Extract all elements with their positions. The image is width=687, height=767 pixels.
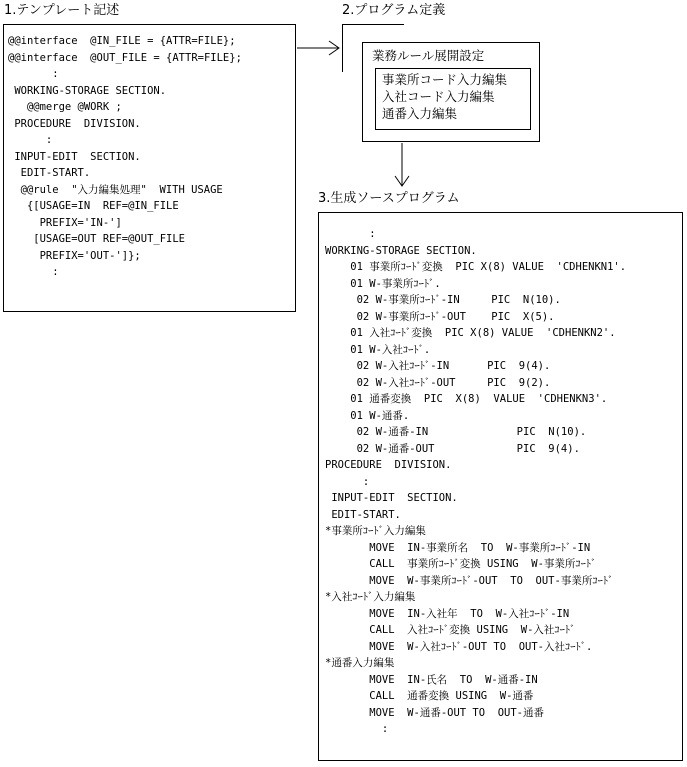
generated-code <box>325 226 682 738</box>
source-code-line: : <box>325 723 389 735</box>
source-code-line: : <box>325 475 370 488</box>
source-code-line: *事業所ｺｰﾄﾞ入力編集 <box>325 525 426 537</box>
source-code-line: 02 W-入社ｺｰﾄﾞ-IN PIC 9(4). <box>325 360 551 372</box>
rule-item: 通番入力編集 <box>382 106 458 121</box>
source-code-line: MOVE W-入社ｺｰﾄﾞ-OUT TO OUT-入社ｺｰﾄﾞ. <box>325 640 593 653</box>
source-code-line: EDIT-START. <box>325 508 401 521</box>
source-code-line: MOVE IN-事業所名 TO W-事業所ｺｰﾄﾞ-IN <box>325 541 591 554</box>
template-code-line: : <box>8 134 53 146</box>
template-code-line: WORKING-STORAGE SECTION. <box>8 84 167 97</box>
program-section-title: 2.プログラム定義 <box>342 3 446 18</box>
source-code-line: 02 W-事業所ｺｰﾄﾞ-IN PIC N(10). <box>325 294 561 306</box>
template-code-line: @@interface @OUT_FILE = {ATTR=FILE}; <box>8 51 242 64</box>
source-code-line: MOVE W-事業所ｺｰﾄﾞ-OUT TO OUT-事業所ｺｰﾄﾞ <box>325 574 614 587</box>
business-rule-list <box>375 68 531 130</box>
source-code-line: 01 W-事業所ｺｰﾄﾞ. <box>325 277 441 290</box>
template-section-title: 1.テンプレート記述 <box>4 3 120 18</box>
source-code-line: MOVE W-通番-OUT TO OUT-通番 <box>325 706 545 719</box>
source-code-line: 02 W-通番-IN PIC N(10). <box>325 426 587 438</box>
source-code-line: *入社ｺｰﾄﾞ入力編集 <box>325 591 416 603</box>
template-code-line: @@interface @IN_FILE = {ATTR=FILE}; <box>8 35 236 47</box>
program-definition-box <box>362 42 540 142</box>
template-code-line: @@rule "入力編集処理" WITH USAGE <box>8 183 223 196</box>
source-code-line: MOVE IN-氏名 TO W-通番-IN <box>325 673 538 686</box>
rule-item: 事業所コード入力編集 <box>382 72 508 87</box>
source-code-line: 01 通番変換 PIC X(8) VALUE 'CDHENKN3'. <box>325 393 608 405</box>
source-code-line: CALL 事業所ｺｰﾄﾞ変換 USING W-事業所ｺｰﾄﾞ <box>325 558 597 570</box>
template-box <box>3 24 296 312</box>
template-code-line: : <box>8 68 59 80</box>
source-code-line: CALL 通番変換 USING W-通番 <box>325 690 534 702</box>
source-code-line: 02 W-入社ｺｰﾄﾞ-OUT PIC 9(2). <box>325 376 551 389</box>
source-code-line: *通番入力編集 <box>325 657 395 669</box>
source-code-line: CALL 入社ｺｰﾄﾞ変換 USING W-入社ｺｰﾄﾞ <box>325 624 576 636</box>
template-code <box>8 33 295 281</box>
template-code-line: EDIT-START. <box>8 167 91 179</box>
source-code-line: 01 W-通番. <box>325 409 410 422</box>
template-code-line: {[USAGE=IN REF=@IN_FILE <box>8 200 179 212</box>
template-code-line: @@merge @WORK ; <box>8 101 122 113</box>
source-code-line: 02 W-通番-OUT PIC 9(4). <box>325 442 580 455</box>
source-code-line: 01 入社ｺｰﾄﾞ変換 PIC X(8) VALUE 'CDHENKN2'. <box>325 327 616 339</box>
template-code-line: INPUT-EDIT SECTION. <box>8 150 141 163</box>
source-code-line: MOVE IN-入社年 TO W-入社ｺｰﾄﾞ-IN <box>325 607 570 620</box>
source-code-line: 01 W-入社ｺｰﾄﾞ. <box>325 343 431 356</box>
program-box-title: 業務ルール展開設定 <box>372 48 485 63</box>
rule-item: 入社コード入力編集 <box>382 89 495 104</box>
source-code-line: PROCEDURE DIVISION. <box>325 459 452 471</box>
source-code-line: 02 W-事業所ｺｰﾄﾞ-OUT PIC X(5). <box>325 310 555 323</box>
source-code-line: INPUT-EDIT SECTION. <box>325 492 458 504</box>
arrow-head-right <box>329 41 339 55</box>
generated-section-title: 3.生成ソースプログラム <box>318 191 460 206</box>
template-code-line: PROCEDURE DIVISION. <box>8 117 141 130</box>
source-code-line: WORKING-STORAGE SECTION. <box>325 244 477 257</box>
template-code-line: PREFIX='OUT-']}; <box>8 249 141 262</box>
generated-source-box <box>318 212 683 761</box>
template-code-line: [USAGE=OUT REF=@OUT_FILE <box>8 233 186 245</box>
template-code-line: PREFIX='IN-'] <box>8 216 122 229</box>
source-code-line: : <box>325 228 376 240</box>
source-code-line: 01 事業所ｺｰﾄﾞ変換 PIC X(8) VALUE 'CDHENKN1'. <box>325 261 627 273</box>
arrow-head-down <box>395 176 409 186</box>
template-code-line: : <box>8 266 59 278</box>
